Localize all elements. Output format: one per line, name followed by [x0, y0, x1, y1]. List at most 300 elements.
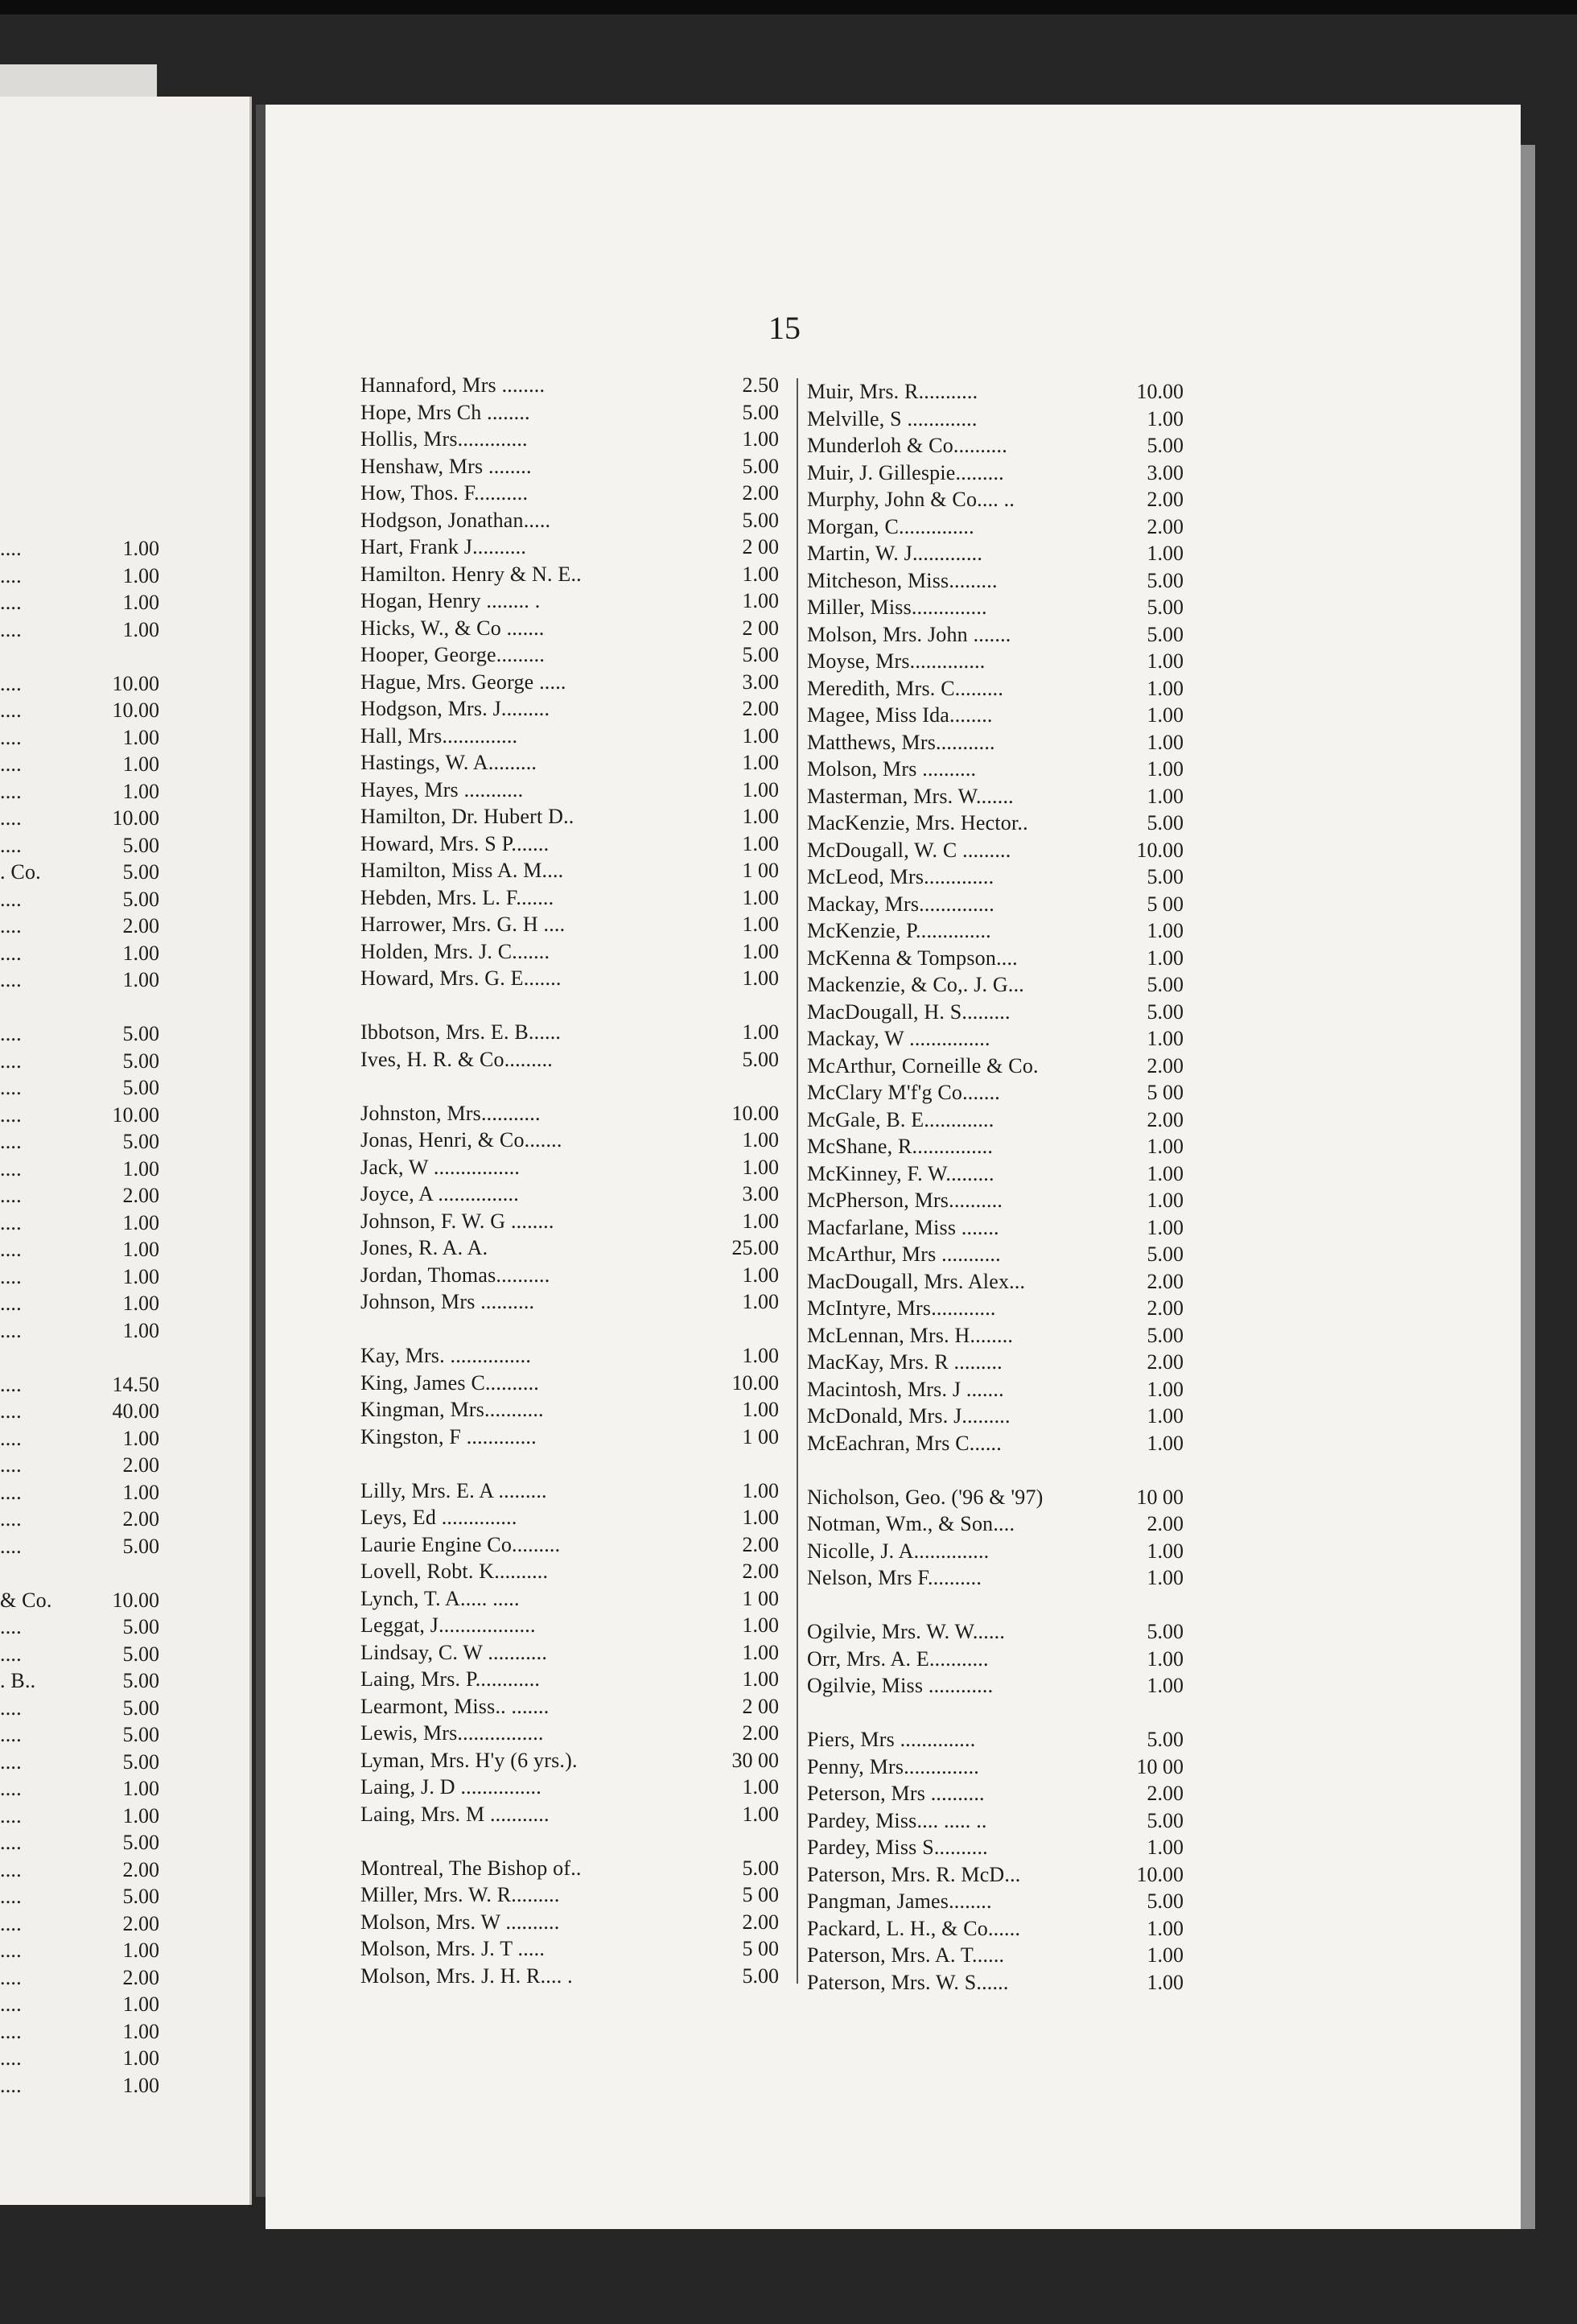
subscription-amount: 5.00	[742, 1856, 779, 1880]
subscription-amount: 2.00	[742, 1560, 779, 1583]
subscriber-entry	[360, 1531, 779, 1559]
subscriber-name: ....	[0, 1885, 22, 1908]
subscription-amount: 5.00	[742, 454, 779, 478]
subscriber-name: Pangman, James........	[807, 1889, 992, 1913]
subscriber-name: ....	[0, 914, 22, 937]
subscription-amount: 1.00	[1147, 1027, 1184, 1050]
subscription-amount: 5.00	[122, 1049, 159, 1073]
subscriber-entry	[807, 1969, 1184, 1996]
subscription-amount: 5.00	[742, 643, 779, 666]
subscription-amount: 5.00	[1147, 595, 1184, 619]
subscriber-name: Howard, Mrs. G. E.......	[360, 966, 562, 990]
subscription-amount: 5.00	[742, 1963, 779, 1988]
subscriber-name: Hope, Mrs Ch ........	[360, 400, 530, 424]
subscriber-entry	[360, 695, 779, 723]
subscriber-name: Lindsay, C. W ...........	[360, 1640, 548, 1664]
subscriber-name: ....	[0, 563, 22, 587]
subscriber-entry	[807, 1160, 1184, 1188]
subscription-amount: 1.00	[742, 1290, 779, 1313]
subscriber-column-h-to-m	[360, 372, 779, 1989]
subscriber-entry	[0, 1991, 159, 2018]
subscription-amount: 1.00	[742, 589, 779, 612]
subscriber-entry	[807, 675, 1184, 703]
subscriber-name: McArthur, Corneille & Co.	[807, 1053, 1039, 1078]
subscription-amount: 5.00	[122, 1076, 159, 1099]
subscriber-entry	[0, 1883, 159, 1910]
subscriber-entry	[807, 1888, 1184, 1915]
subscription-amount: 1.00	[1147, 1189, 1184, 1212]
subscription-amount: 2.00	[1147, 1107, 1184, 1131]
subscription-amount: 1.00	[1147, 406, 1184, 431]
subscription-amount: 5.00	[742, 1047, 779, 1071]
subscription-amount: 1 00	[742, 859, 779, 882]
subscription-amount: 1.00	[742, 885, 779, 909]
subscription-amount: 1.00	[1147, 1377, 1184, 1401]
subscription-amount: 10.00	[731, 1370, 779, 1395]
subscriber-name: How, Thos. F..........	[360, 481, 529, 505]
subscriber-name: Orr, Mrs. A. E...........	[807, 1646, 989, 1671]
subscriber-entry	[360, 1747, 779, 1774]
subscriber-name: ....	[0, 1076, 22, 1099]
subscriber-entry	[360, 399, 779, 426]
subscriber-name: ....	[0, 887, 22, 911]
subscription-amount: 5.00	[1147, 434, 1184, 457]
subscriber-entry	[0, 2045, 159, 2072]
subscriber-name: Moyse, Mrs..............	[807, 649, 986, 673]
subscriber-name: ....	[0, 1965, 22, 1989]
subscriber-name: Joyce, A ...............	[360, 1182, 519, 1205]
subscriber-name: Hamilton, Miss A. M....	[360, 859, 564, 882]
subscriber-entry	[807, 1942, 1184, 1969]
subscriber-name: Pardey, Miss S..........	[807, 1836, 988, 1859]
subscriber-name: ....	[0, 1399, 22, 1423]
subscription-amount: 1.00	[742, 1775, 779, 1799]
subscription-amount: 1.00	[1147, 1215, 1184, 1239]
subscriber-name: Leys, Ed ..............	[360, 1506, 517, 1529]
subscription-amount: 1.00	[1147, 542, 1184, 565]
subscription-amount: 25.00	[731, 1236, 779, 1259]
subscriber-entry	[360, 426, 779, 453]
subscriber-entry	[0, 859, 159, 886]
subscriber-entry	[360, 1396, 779, 1424]
subscription-amount: 10.00	[731, 1101, 779, 1125]
subscriber-entry	[807, 1592, 1184, 1619]
subscriber-entry	[807, 1807, 1184, 1835]
subscription-amount: 5.00	[122, 1022, 159, 1045]
subscriber-name: Lovell, Robt. K..........	[360, 1560, 549, 1583]
subscriber-entry	[0, 1398, 159, 1425]
subscriber-entry	[807, 945, 1184, 972]
subscriber-entry	[0, 589, 159, 616]
subscription-amount: 5 00	[742, 1883, 779, 1906]
subscriber-entry	[360, 857, 779, 884]
subscription-amount: 10 00	[1136, 1754, 1184, 1778]
subscription-amount: 5.00	[122, 1723, 159, 1746]
subscriber-entry	[807, 783, 1184, 810]
subscription-amount: 1.00	[1147, 1674, 1184, 1697]
subscriber-name: Muir, Mrs. R...........	[807, 380, 978, 403]
subscriber-entry	[0, 886, 159, 913]
subscriber-entry	[0, 616, 159, 644]
subscriber-entry	[807, 648, 1184, 675]
subscriber-entry	[360, 669, 779, 696]
subscriber-name: Hall, Mrs..............	[360, 723, 518, 748]
subscriber-name: Murphy, John & Co.... ..	[807, 488, 1015, 511]
subscriber-entry	[807, 540, 1184, 567]
subscription-amount: 5.00	[1147, 1323, 1184, 1347]
subscriber-name: ....	[0, 2073, 22, 2097]
subscriber-entry	[0, 1156, 159, 1183]
subscription-amount: 1.00	[1147, 1404, 1184, 1428]
column-divider	[797, 378, 798, 1984]
subscription-amount: 1.00	[742, 562, 779, 586]
subscription-amount: 30 00	[731, 1748, 779, 1772]
subscriber-name: ....	[0, 1156, 22, 1181]
subscriber-entry	[807, 999, 1184, 1026]
subscriber-entry	[807, 1322, 1184, 1349]
subscriber-name: ....	[0, 1480, 22, 1504]
subscriber-entry	[0, 994, 159, 1021]
subscription-amount: 5 00	[742, 1937, 779, 1960]
subscription-amount: 5.00	[122, 1696, 159, 1720]
subscriber-entry	[807, 891, 1184, 918]
subscriber-entry	[807, 1106, 1184, 1134]
subscriber-entry	[807, 1241, 1184, 1268]
subscriber-entry	[360, 965, 779, 992]
subscriber-name: Hannaford, Mrs ........	[360, 373, 546, 397]
subscriber-name: Penny, Mrs..............	[807, 1754, 980, 1778]
subscriber-entry	[360, 1693, 779, 1720]
subscriber-name: McShane, R...............	[807, 1135, 994, 1158]
subscriber-name: Learmont, Miss.. .......	[360, 1694, 550, 1718]
subscriber-entry	[360, 1612, 779, 1639]
subscription-amount: 1.00	[1147, 1135, 1184, 1158]
subscription-amount: 2.00	[1147, 514, 1184, 538]
subscriber-name: Jones, R. A. A.	[360, 1236, 488, 1259]
subscriber-name: ....	[0, 1426, 22, 1450]
subscription-amount: 1.00	[1147, 1566, 1184, 1589]
subscription-amount: 1.00	[122, 1803, 159, 1827]
subscription-amount: 5.00	[1147, 1242, 1184, 1266]
subscription-amount: 1.00	[742, 1344, 779, 1367]
subscriber-entry	[360, 534, 779, 561]
subscriber-entry	[360, 1100, 779, 1127]
subscriber-entry	[0, 724, 159, 752]
subscriber-entry	[807, 621, 1184, 649]
subscriber-name: Laing, J. D ...............	[360, 1775, 541, 1799]
subscriber-entry	[807, 459, 1184, 487]
subscription-amount: 5.00	[122, 887, 159, 911]
subscriber-entry	[807, 1403, 1184, 1430]
subscriber-entry	[360, 1504, 779, 1531]
subscriber-name: McDonald, Mrs. J.........	[807, 1404, 1011, 1428]
subscription-amount: 1.00	[742, 1209, 779, 1233]
subscriber-name: Mitcheson, Miss.........	[807, 568, 998, 592]
subscriber-name: ....	[0, 1453, 22, 1477]
subscription-amount: 2.00	[122, 1184, 159, 1207]
subscription-amount: 5.00	[1147, 811, 1184, 834]
subscriber-name: ....	[0, 1911, 22, 1935]
subscriber-name: ....	[0, 968, 22, 991]
subscriber-name: Kingman, Mrs...........	[360, 1398, 544, 1421]
subscriber-entry	[0, 1020, 159, 1048]
subscriber-entry	[360, 1666, 779, 1693]
subscription-amount: 1.00	[122, 1210, 159, 1234]
subscriber-name: ....	[0, 698, 22, 722]
subscriber-name: ....	[0, 1049, 22, 1073]
subscriber-name: Lilly, Mrs. E. A .........	[360, 1478, 547, 1502]
subscription-amount: 5.00	[122, 833, 159, 857]
subscriber-name: Jonas, Henri, & Co.......	[360, 1128, 562, 1152]
subscription-amount: 1.00	[122, 617, 159, 641]
subscription-amount: 5.00	[1147, 999, 1184, 1024]
subscription-amount: 1.00	[742, 1478, 779, 1502]
subscriber-name: Laing, Mrs. M ...........	[360, 1802, 550, 1826]
subscription-amount: 1.00	[742, 427, 779, 451]
subscriber-name: ....	[0, 1130, 22, 1153]
subscription-amount: 1.00	[122, 1777, 159, 1800]
subscriber-name: McLennan, Mrs. H........	[807, 1323, 1014, 1347]
subscriber-entry	[807, 1079, 1184, 1106]
subscription-amount: 1.00	[1147, 1646, 1184, 1671]
subscription-amount: 1.00	[742, 1128, 779, 1152]
subscriber-name: Molson, Mrs. W ..........	[360, 1910, 560, 1934]
subscriber-entry	[360, 1855, 779, 1882]
subscriber-name: Paterson, Mrs. R. McD...	[807, 1862, 1021, 1886]
subscriber-entry	[0, 2072, 159, 2099]
subscriber-entry	[360, 480, 779, 507]
subscription-amount: 1.00	[122, 1238, 159, 1261]
subscription-amount: 1.00	[742, 1020, 779, 1044]
subscriber-name: Ogilvie, Mrs. W. W......	[807, 1620, 1006, 1643]
subscriber-name: McLeod, Mrs.............	[807, 865, 994, 888]
subscriber-name: ....	[0, 1939, 22, 1962]
subscription-amount: 2.00	[1147, 1512, 1184, 1535]
subscriber-name: ....	[0, 833, 22, 857]
subscriber-entry	[807, 1430, 1184, 1457]
subscriber-name: McDougall, W. C .........	[807, 838, 1011, 862]
subscription-amount: 5 00	[1147, 1081, 1184, 1104]
subscriber-name: Hollis, Mrs.............	[360, 427, 528, 451]
subscriber-name: Lynch, T. A..... .....	[360, 1586, 520, 1610]
subscriber-name: Lewis, Mrs................	[360, 1721, 544, 1745]
subscription-amount: 5.00	[1147, 973, 1184, 996]
left-page	[0, 97, 252, 2205]
subscriber-name: Miller, Miss..............	[807, 595, 987, 619]
subscription-amount: 2 00	[742, 1694, 779, 1718]
subscriber-column-m-to-p	[807, 378, 1184, 1996]
subscriber-entry	[360, 1234, 779, 1262]
subscriber-entry	[807, 1025, 1184, 1053]
subscriber-name: ....	[0, 1777, 22, 1800]
subscriber-name: ....	[0, 2046, 22, 2070]
subscriber-name: ....	[0, 1507, 22, 1531]
subscriber-name: Johnson, Mrs ..........	[360, 1290, 535, 1313]
subscriber-entry	[807, 378, 1184, 406]
subscriber-entry	[360, 641, 779, 669]
subscriber-entry	[0, 1182, 159, 1209]
subscription-amount: 5.00	[122, 1749, 159, 1774]
subscription-amount: 1.00	[1147, 1161, 1184, 1185]
subscriber-name: McKenna & Tompson....	[807, 946, 1018, 970]
subscriber-name: Piers, Mrs ..............	[807, 1728, 976, 1751]
subscriber-name: Nicolle, J. A..............	[807, 1539, 990, 1563]
subscription-amount: 1.00	[122, 563, 159, 587]
subscriber-entry	[0, 535, 159, 562]
subscription-amount: 5.00	[122, 1642, 159, 1666]
subscriber-entry	[807, 1268, 1184, 1296]
subscription-amount: 2.00	[1147, 1296, 1184, 1320]
subscriber-name: ....	[0, 1642, 22, 1666]
subscription-amount: 1.00	[1147, 1943, 1184, 1967]
subscription-amount: 1.00	[122, 1292, 159, 1315]
subscriber-name: ....	[0, 1264, 22, 1288]
subscription-amount: 2.00	[1147, 1350, 1184, 1374]
subscription-amount: 5.00	[122, 1831, 159, 1854]
scan-border	[0, 0, 1577, 14]
subscriber-name: Morgan, C..............	[807, 514, 974, 538]
subscription-amount: 10.00	[1136, 1862, 1184, 1886]
subscription-amount: 1.00	[122, 1264, 159, 1288]
subscription-amount: 1.00	[122, 2073, 159, 2097]
subscription-amount: 2.00	[122, 914, 159, 937]
subscriber-entry	[360, 938, 779, 966]
subscriber-name: Leggat, J..................	[360, 1613, 536, 1637]
subscriber-name: ....	[0, 941, 22, 965]
subscriber-entry	[0, 1856, 159, 1884]
subscriber-entry	[807, 1457, 1184, 1484]
subscription-amount: 1.00	[122, 2019, 159, 2043]
subscriber-name: ....	[0, 1723, 22, 1746]
subscriber-entry	[807, 1187, 1184, 1214]
subscriber-entry	[0, 1749, 159, 1776]
subscriber-name: . B..	[0, 1669, 36, 1692]
subscriber-name: ....	[0, 1749, 22, 1774]
subscription-amount: 1.00	[1147, 649, 1184, 673]
subscription-amount: 1.00	[122, 537, 159, 560]
subscription-amount: 1.00	[122, 2046, 159, 2070]
subscription-amount: 5.00	[1147, 1889, 1184, 1913]
subscriber-name: Paterson, Mrs. W. S......	[807, 1970, 1009, 1994]
subscriber-entry	[807, 1564, 1184, 1592]
subscription-amount: 1 00	[742, 1424, 779, 1448]
subscription-amount: 2.00	[122, 1857, 159, 1881]
subscriber-entry	[0, 1263, 159, 1291]
subscriber-entry	[807, 729, 1184, 756]
subscriber-entry	[807, 1726, 1184, 1753]
subscriber-entry	[360, 1262, 779, 1289]
subscription-amount: 2.00	[1147, 1053, 1184, 1078]
subscriber-name: ....	[0, 591, 22, 614]
subscriber-entry	[0, 643, 159, 670]
subscription-amount: 2 00	[742, 535, 779, 558]
subscription-amount: 10 00	[1136, 1485, 1184, 1509]
subscriber-entry	[807, 1646, 1184, 1673]
subscription-amount: 1.00	[1147, 1836, 1184, 1859]
subscriber-entry	[0, 1695, 159, 1722]
subscriber-name: Ibbotson, Mrs. E. B......	[360, 1020, 562, 1044]
subscriber-entry	[0, 1641, 159, 1668]
subscriber-entry	[360, 911, 779, 938]
subscriber-entry	[360, 1558, 779, 1585]
subscriber-entry	[807, 837, 1184, 864]
subscriber-entry	[0, 805, 159, 832]
subscription-amount: 1.00	[122, 968, 159, 991]
subscription-amount: 1.00	[122, 1939, 159, 1962]
subscriber-name: ....	[0, 1184, 22, 1207]
subscriber-entry	[807, 1295, 1184, 1322]
subscriber-name: McIntyre, Mrs............	[807, 1296, 996, 1320]
subscriber-name: Ogilvie, Miss ............	[807, 1674, 994, 1697]
subscriber-entry	[360, 372, 779, 399]
subscription-amount: 1.00	[122, 941, 159, 965]
subscription-amount: 10.00	[112, 671, 159, 695]
subscriber-entry	[360, 1963, 779, 1990]
subscriber-entry	[0, 1721, 159, 1749]
subscription-amount: 1.00	[122, 752, 159, 776]
subscriber-name: Jordan, Thomas..........	[360, 1263, 550, 1287]
subscriber-name: Mackenzie, & Co,. J. G...	[807, 973, 1025, 996]
subscriber-entry	[807, 810, 1184, 837]
subscription-amount: 14.50	[112, 1372, 159, 1396]
subscriber-name: McClary M'f'g Co.......	[807, 1081, 1001, 1104]
subscriber-name: McPherson, Mrs..........	[807, 1189, 1003, 1212]
subscription-amount: 1.00	[1147, 919, 1184, 942]
subscription-amount: 1.00	[1147, 730, 1184, 754]
subscriber-name: Montreal, The Bishop of..	[360, 1856, 582, 1880]
subscription-amount: 1.00	[1147, 784, 1184, 808]
subscription-amount: 5.00	[1147, 1728, 1184, 1751]
subscriber-name: Hodgson, Mrs. J.........	[360, 697, 550, 720]
subscriber-name: Kay, Mrs. ...............	[360, 1344, 532, 1367]
subscriber-name: King, James C..........	[360, 1370, 539, 1395]
subscriber-name: Hicks, W., & Co .......	[360, 616, 545, 640]
subscriber-entry	[807, 1053, 1184, 1080]
subscriber-entry	[360, 1909, 779, 1936]
subscriber-name: Hastings, W. A.........	[360, 751, 537, 774]
subscriber-entry	[360, 615, 779, 642]
subscriber-name: Johnston, Mrs...........	[360, 1101, 541, 1125]
subscriber-entry	[360, 1046, 779, 1073]
subscription-amount: 2.00	[1147, 488, 1184, 511]
subscriber-name: Hague, Mrs. George .....	[360, 670, 566, 694]
subscription-amount: 1.00	[1147, 1970, 1184, 1994]
subscriber-entry	[360, 1801, 779, 1828]
subscription-amount: 1.00	[742, 751, 779, 774]
subscriber-name: ....	[0, 671, 22, 695]
subscriber-entry	[807, 513, 1184, 541]
subscriber-entry	[0, 1829, 159, 1856]
subscriber-name: Peterson, Mrs ..........	[807, 1782, 985, 1805]
subscription-amount: 10.00	[112, 698, 159, 722]
subscriber-name: ....	[0, 1615, 22, 1638]
subscriber-entry	[807, 1133, 1184, 1160]
subscription-amount: 2.00	[742, 1721, 779, 1745]
subscriber-name: Hamilton, Dr. Hubert D..	[360, 805, 574, 828]
subscription-amount: 2.00	[742, 481, 779, 505]
subscriber-entry	[0, 1667, 159, 1695]
subscriber-name: . Co.	[0, 860, 41, 884]
subscriber-entry	[0, 1775, 159, 1803]
subscriber-entry	[807, 1484, 1184, 1511]
subscription-amount: 1.00	[1147, 703, 1184, 727]
subscriber-entry	[0, 1964, 159, 1992]
subscription-amount: 2.00	[122, 1965, 159, 1989]
subscriber-entry	[807, 1349, 1184, 1376]
subscription-amount: 5.00	[122, 1534, 159, 1558]
subscriber-entry	[0, 562, 159, 590]
subscriber-entry	[807, 1510, 1184, 1538]
